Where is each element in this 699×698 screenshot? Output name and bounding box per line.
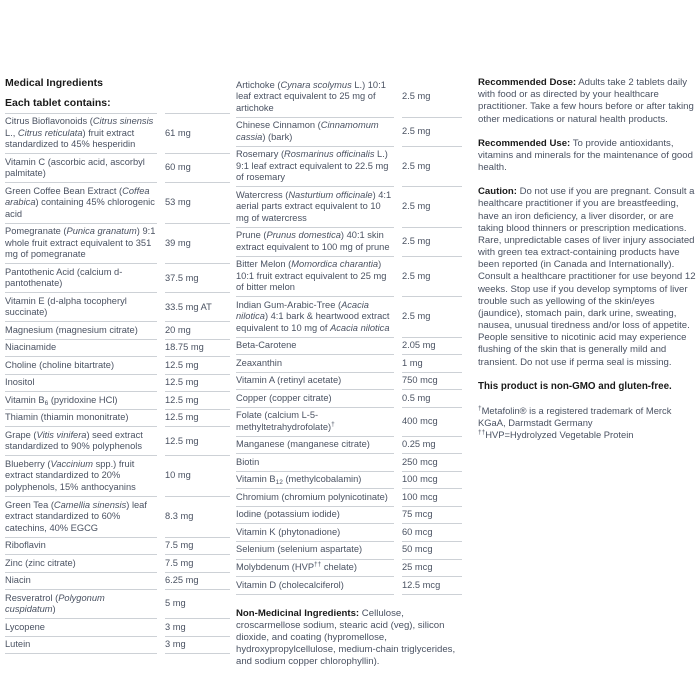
column-gap (157, 322, 165, 340)
ingredient-amount: 100 mcg (402, 489, 462, 507)
ingredient-row (5, 572, 230, 590)
ingredient-name: Pantothenic Acid (calcium d-pantothenate) (5, 264, 157, 293)
ingredient-amount: 12.5 mg (165, 392, 230, 410)
ingredient-amount: 60 mg (165, 154, 230, 183)
column-gap (157, 392, 165, 410)
ingredient-name: Chromium (chromium polynicotinate) (236, 489, 394, 507)
ingredient-name: Artichoke (Cynara scolymus L.) 10:1 leaf extract equivalent to 25 mg of artichoke (236, 77, 394, 117)
column-gap (394, 489, 402, 507)
column-gap (394, 187, 402, 228)
amount-header-cell (165, 97, 230, 114)
ingredient-name: Resveratrol (Polygonum cuspidatum) (5, 590, 157, 619)
ingredient-row (5, 339, 230, 357)
ingredient-amount: 0.25 mg (402, 436, 462, 454)
ingredient-name: Green Coffee Bean Extract (Coffea arabica) containing 45% chlorogenic acid (5, 183, 157, 224)
ingredient-name: Choline (choline bitartrate) (5, 357, 157, 375)
column-gap (394, 559, 402, 577)
hvp-footnote (478, 429, 697, 441)
ingredient-name: Vitamin $B_6$ (pyridoxine HCl) (5, 392, 157, 410)
ingredient-name: Iodine (potassium iodide) (236, 506, 394, 524)
ingredient-amount: 12.5 mg (165, 409, 230, 427)
caution-text: Do not use if you are pregnant. Consult a healthcare practitioner if you are breastfeeding, have an iron deficiency, a liver disorder, or are taking blood thinners or prescription medications. Rare, unpredictable cases of liver injury associated with green tea extract-containing products have been reported (in Canada and Internationally). Consult a healthcare practitioner for use beyond 12 weeks. Stop use if you develop symptoms of liver trouble such as yellowing of the skin/eyes (jaundice), stomach pain, dark urine, sweating, nausea, unusual tiredness and/or loss of appetite. People sensitive to nicotinic acid may experience flushing of the skin that is generally mild and transient. Do not use if perma seal is missing. (478, 186, 696, 368)
ingredient-row (236, 117, 462, 146)
column-gap (157, 97, 165, 114)
ingredient-row (236, 454, 462, 472)
ingredient-row (236, 471, 462, 489)
column-gap (394, 471, 402, 489)
ingredient-name: Vitamin E (d-alpha tocopheryl succinate) (5, 293, 157, 322)
ingredient-name: Vitamin A (retinyl acetate) (236, 372, 394, 390)
recommended-use-label: Recommended Use: (478, 137, 571, 149)
ingredient-row (236, 407, 462, 436)
column-gap (157, 636, 165, 654)
metafolin-footnote-mark: † (478, 405, 482, 413)
ingredient-name: Riboflavin (5, 537, 157, 555)
ingredient-amount: 75 mcg (402, 506, 462, 524)
ingredient-name: Watercress (Nasturtium officinale) 4:1 aerial parts extract equivalent to 10 mg of watercress (236, 187, 394, 228)
ingredient-amount: 2.5 mg (402, 146, 462, 187)
column-gap (157, 293, 165, 322)
column-gap (394, 407, 402, 436)
table-subheader-row (5, 97, 230, 114)
ingredient-row (5, 409, 230, 427)
column-gap (394, 372, 402, 390)
ingredient-amount: 400 mcg (402, 407, 462, 436)
caution-paragraph (478, 186, 697, 369)
caution-label: Caution: (478, 186, 517, 198)
column-gap (394, 506, 402, 524)
column-gap (394, 390, 402, 408)
column-gap (157, 154, 165, 183)
non-gmo-gluten-free-claim: This product is non-GMO and gluten-free. (478, 380, 672, 392)
column-gap (157, 572, 165, 590)
column-gap (157, 183, 165, 224)
ingredient-amount: 2.05 mg (402, 337, 462, 355)
ingredient-row (5, 264, 230, 293)
recommended-use-text: To provide antioxidants, vitamins and minerals for the maintenance of good health. (478, 137, 693, 174)
column-gap (157, 537, 165, 555)
ingredient-amount: 53 mg (165, 183, 230, 224)
ingredient-name: Magnesium (magnesium citrate) (5, 322, 157, 340)
ingredient-amount: 2.5 mg (402, 117, 462, 146)
ingredient-name: Manganese (manganese citrate) (236, 436, 394, 454)
column-gap (157, 555, 165, 573)
ingredient-name: Thiamin (thiamin mononitrate) (5, 409, 157, 427)
ingredient-name: Blueberry (Vaccinium spp.) fruit extract standardized to 20% polyphenols, 15% anthocyanins (5, 456, 157, 497)
column-gap (394, 77, 402, 117)
ingredient-row (5, 619, 230, 637)
ingredient-name: Molybdenum (HVP†† chelate) (236, 559, 394, 577)
column-gap (394, 524, 402, 542)
hvp-footnote-mark: †† (478, 429, 486, 437)
ingredient-name: Biotin (236, 454, 394, 472)
ingredient-name: Niacin (5, 572, 157, 590)
column-gap (394, 117, 402, 146)
ingredient-name: Zeaxanthin (236, 355, 394, 373)
ingredient-amount: 2.5 mg (402, 187, 462, 228)
metafolin-footnote (478, 405, 697, 429)
column-gap (394, 337, 402, 355)
ingredient-row (5, 427, 230, 456)
ingredient-amount: 750 mcg (402, 372, 462, 390)
ingredient-name: Vitamin K (phytonadione) (236, 524, 394, 542)
ingredient-amount: 7.5 mg (165, 537, 230, 555)
ingredient-name: Niacinamide (5, 339, 157, 357)
column-gap (394, 577, 402, 595)
ingredient-row (5, 392, 230, 410)
ingredient-amount: 2.5 mg (402, 297, 462, 338)
information-column (478, 77, 697, 442)
ingredient-row (5, 497, 230, 538)
ingredient-name: Indian Gum-Arabic-Tree (Acacia nilotica) 4:1 bark & heartwood extract equivalent to 10 mg of Acacia nilotica (236, 297, 394, 338)
ingredient-name: Lutein (5, 636, 157, 654)
ingredient-name: Copper (copper citrate) (236, 390, 394, 408)
ingredient-amount: 0.5 mg (402, 390, 462, 408)
column-gap (157, 374, 165, 392)
ingredient-name: Vitamin $B_{12}$ (methylcobalamin) (236, 471, 394, 489)
column-gap (157, 590, 165, 619)
column-gap (157, 339, 165, 357)
column-gap (394, 436, 402, 454)
ingredient-name: Lycopene (5, 619, 157, 637)
ingredient-row (236, 559, 462, 577)
ingredient-name: Pomegranate (Punica granatum) 9:1 whole fruit extract equivalent to 351 mg of pomegranate (5, 223, 157, 264)
recommended-use-paragraph (478, 138, 697, 175)
ingredient-row (5, 293, 230, 322)
ingredient-name: Chinese Cinnamon (Cinnamomum cassia) (bark) (236, 117, 394, 146)
column-gap (157, 223, 165, 264)
ingredient-row (236, 577, 462, 595)
ingredient-name: Grape (Vitis vinifera) seed extract standardized to 90% polyphenols (5, 427, 157, 456)
column-gap (394, 541, 402, 559)
ingredient-amount: 6.25 mg (165, 572, 230, 590)
column-gap (157, 619, 165, 637)
ingredient-row (5, 223, 230, 264)
ingredient-row (236, 227, 462, 256)
ingredient-row (5, 322, 230, 340)
ingredient-row (236, 337, 462, 355)
ingredient-name: Beta-Carotene (236, 337, 394, 355)
medical-ingredients-title: Medical Ingredients (5, 77, 104, 89)
ingredient-row (5, 590, 230, 619)
ingredient-amount: 12.5 mg (165, 374, 230, 392)
ingredient-row (236, 256, 462, 297)
column-gap (394, 355, 402, 373)
ingredient-row (5, 357, 230, 375)
ingredient-amount: 2.5 mg (402, 77, 462, 117)
ingredient-amount: 50 mcg (402, 541, 462, 559)
column-gap (394, 454, 402, 472)
column-gap (157, 264, 165, 293)
ingredient-amount: 100 mcg (402, 471, 462, 489)
ingredient-amount: 7.5 mg (165, 555, 230, 573)
non-medicinal-ingredients-text: Cellulose, croscarmellose sodium, stearic acid (veg), silicon dioxide, and coating (hypromellose, hydroxypropylcellulose, medium-chain triglycerides, and sodium copper chlorophyllin). (236, 607, 456, 668)
ingredient-name: Green Tea (Camellia sinensis) leaf extract standardized to 60% catechins, 40% EGCG (5, 497, 157, 538)
ingredient-row (5, 456, 230, 497)
ingredient-name: Selenium (selenium aspartate) (236, 541, 394, 559)
ingredient-row (236, 541, 462, 559)
ingredient-row (5, 555, 230, 573)
ingredient-row (5, 537, 230, 555)
ingredient-row (236, 297, 462, 338)
column-gap (157, 113, 165, 154)
column-gap (157, 409, 165, 427)
ingredient-row (236, 187, 462, 228)
ingredient-amount: 3 mg (165, 619, 230, 637)
ingredient-row (5, 374, 230, 392)
ingredient-name: Vitamin D (cholecalciferol) (236, 577, 394, 595)
ingredient-row (236, 390, 462, 408)
left-table-body (5, 113, 230, 654)
ingredient-row (5, 154, 230, 183)
ingredient-amount: 3 mg (165, 636, 230, 654)
ingredient-name: Rosemary (Rosmarinus officinalis L.) 9:1 leaf extract equivalent to 22.5 mg of rosemary (236, 146, 394, 187)
ingredient-row (236, 524, 462, 542)
column-gap (157, 357, 165, 375)
ingredient-amount: 12.5 mg (165, 357, 230, 375)
ingredient-amount: 39 mg (165, 223, 230, 264)
ingredient-amount: 12.5 mcg (402, 577, 462, 595)
ingredient-name: Inositol (5, 374, 157, 392)
ingredient-amount: 8.3 mg (165, 497, 230, 538)
ingredient-name: Folate (calcium L-5-methyltetrahydrofolate)† (236, 407, 394, 436)
column-gap (394, 297, 402, 338)
ingredient-amount: 25 mcg (402, 559, 462, 577)
ingredient-row (5, 113, 230, 154)
column-gap (394, 227, 402, 256)
column-gap (157, 427, 165, 456)
column-gap (157, 497, 165, 538)
ingredient-amount: 37.5 mg (165, 264, 230, 293)
ingredient-amount: 18.75 mg (165, 339, 230, 357)
ingredient-amount: 1 mg (402, 355, 462, 373)
non-medicinal-ingredients-paragraph (236, 608, 462, 669)
ingredient-row (236, 355, 462, 373)
medical-ingredients-column-2 (236, 77, 462, 668)
ingredient-row (236, 372, 462, 390)
column-gap (157, 456, 165, 497)
ingredient-row (236, 506, 462, 524)
ingredient-name: Bitter Melon (Momordica charantia) 10:1 fruit extract equivalent to 25 mg of bitter melon (236, 256, 394, 297)
recommended-dose-text: Adults take 2 tablets daily with food or as directed by your healthcare practitioner. Take a few hours before or after taking other medications or natural health products. (478, 77, 694, 125)
ingredient-row (5, 636, 230, 654)
ingredient-amount: 10 mg (165, 456, 230, 497)
column-gap (394, 256, 402, 297)
ingredient-amount: 60 mcg (402, 524, 462, 542)
medical-ingredients-table-2 (236, 77, 462, 595)
each-tablet-contains-heading: Each tablet contains: (5, 97, 157, 114)
recommended-dose-label: Recommended Dose: (478, 77, 577, 88)
ingredient-name: Prune (Prunus domestica) 40:1 skin extract equivalent to 100 mg of prune (236, 227, 394, 256)
ingredient-name: Citrus Bioflavonoids (Citrus sinensis L., Citrus reticulata) fruit extract standardized to 45% hesperidin (5, 113, 157, 154)
ingredient-amount: 2.5 mg (402, 256, 462, 297)
non-medicinal-ingredients-label: Non-Medicinal Ingredients: (236, 607, 360, 619)
medical-ingredients-column (5, 77, 230, 654)
ingredient-name: Vitamin C (ascorbic acid, ascorbyl palmitate) (5, 154, 157, 183)
ingredient-amount: 20 mg (165, 322, 230, 340)
ingredient-amount: 2.5 mg (402, 227, 462, 256)
ingredient-amount: 61 mg (165, 113, 230, 154)
column-gap (394, 146, 402, 187)
ingredient-amount: 5 mg (165, 590, 230, 619)
middle-table-body (236, 77, 462, 594)
ingredient-row (236, 77, 462, 117)
metafolin-footnote-text: Metafolin® is a registered trademark of Merck KGaA, Darmstadt Germany (478, 405, 672, 429)
medical-ingredients-table (5, 97, 230, 655)
ingredient-row (236, 436, 462, 454)
ingredient-row (5, 183, 230, 224)
ingredient-row (236, 489, 462, 507)
ingredient-name: Zinc (zinc citrate) (5, 555, 157, 573)
ingredient-amount: 12.5 mg (165, 427, 230, 456)
recommended-dose-paragraph (478, 77, 697, 126)
ingredient-row (236, 146, 462, 187)
hvp-footnote-text: HVP=Hydrolyzed Vegetable Protein (485, 429, 634, 441)
ingredient-amount: 33.5 mg AT (165, 293, 230, 322)
ingredient-amount: 250 mcg (402, 454, 462, 472)
